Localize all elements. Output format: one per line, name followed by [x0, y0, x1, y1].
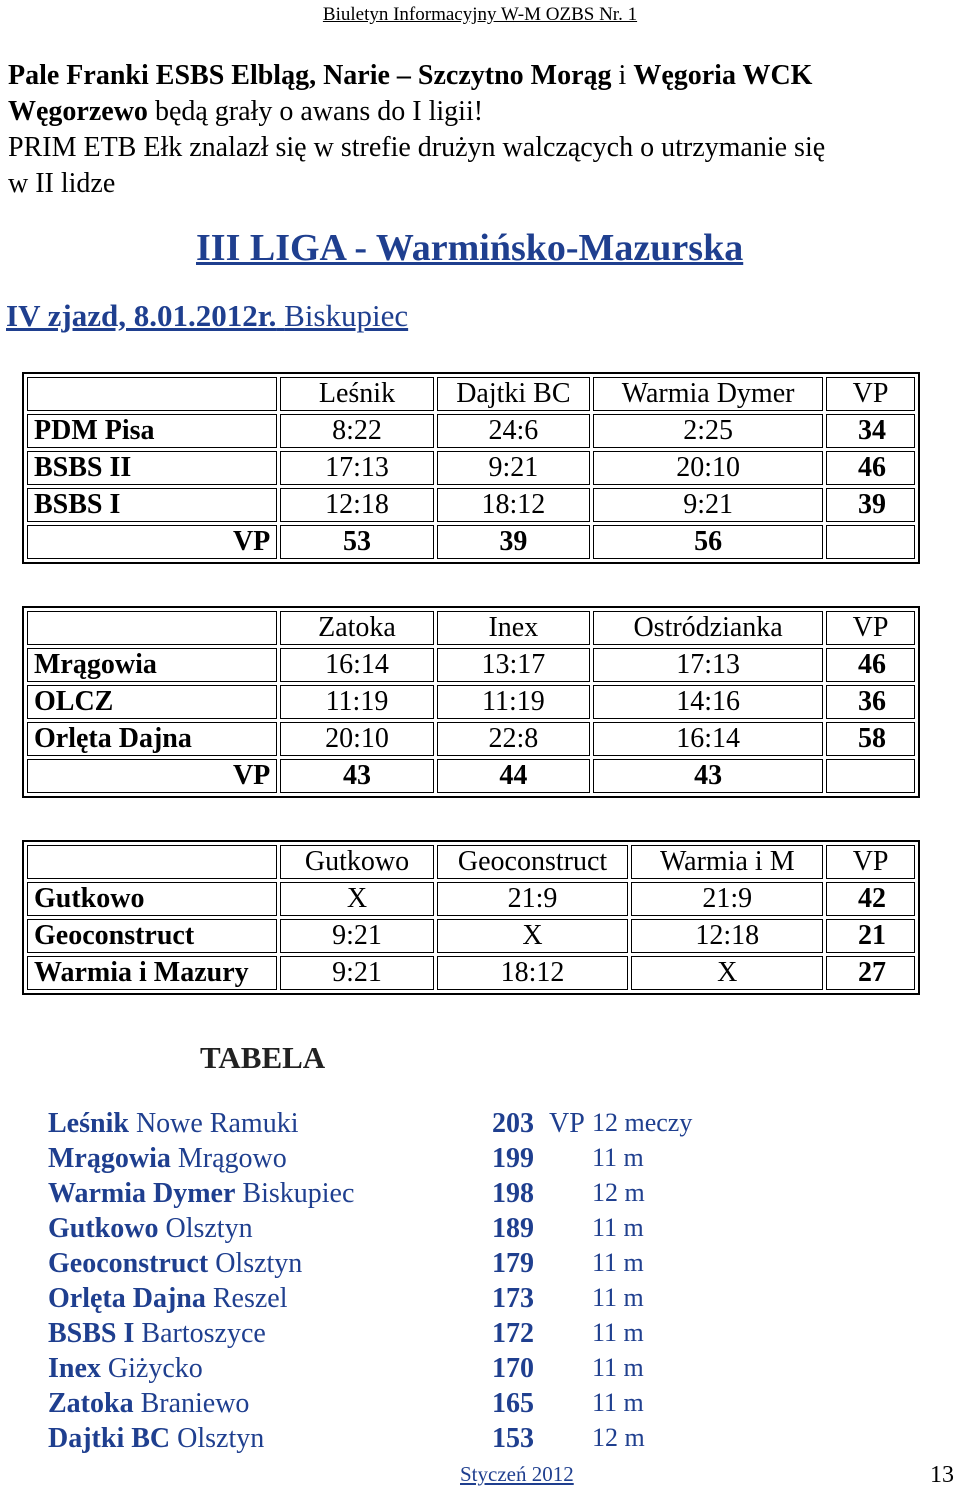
result-cell: 16:14 [593, 722, 823, 756]
result-cell: 21:9 [631, 882, 823, 916]
standing-vp-label: VP [549, 1108, 585, 1139]
result-cell: 16:14 [280, 648, 433, 682]
standing-team-name: Orlęta Dajna [48, 1283, 206, 1314]
table-row [27, 956, 915, 990]
table-row [27, 414, 915, 448]
standing-points: 203 [492, 1108, 534, 1139]
table-row [27, 919, 915, 953]
standing-games: 11 m [592, 1248, 644, 1277]
team-name: BSBS II [27, 451, 277, 485]
result-cell: 9:21 [280, 956, 433, 990]
standing-games: 12 m [592, 1178, 645, 1207]
session-label: IV zjazd, 8.01.2012r. [6, 298, 277, 333]
standing-team-name: Gutkowo [48, 1213, 159, 1244]
table-row [27, 488, 915, 522]
standing-points: 165 [492, 1388, 534, 1419]
result-cell: 17:13 [280, 451, 433, 485]
vp-cell: 39 [826, 488, 915, 522]
standing-games: 11 m [592, 1318, 644, 1347]
standing-team [48, 1318, 266, 1350]
intro-line3: PRIM ETB Ełk znalazł się w strefie drużyn walczących o utrzymanie się [8, 132, 826, 163]
session-info [6, 298, 408, 334]
standing-team-name: Leśnik [48, 1108, 129, 1139]
standing-points: 199 [492, 1143, 534, 1174]
result-cell: 24:6 [437, 414, 590, 448]
intro-line2-bold: Węgorzewo [8, 96, 148, 127]
standing-city: Biskupiec [242, 1178, 355, 1209]
total-cell: 53 [280, 525, 433, 559]
total-cell: 43 [593, 759, 823, 793]
standing-city: Olsztyn [215, 1248, 303, 1279]
standing-games: 11 m [592, 1388, 644, 1417]
table-row [27, 722, 915, 756]
result-cell: 12:18 [280, 488, 433, 522]
team-name: Orlęta Dajna [27, 722, 277, 756]
column-header: Zatoka [280, 611, 433, 645]
standing-team [48, 1388, 249, 1420]
standing-points: 172 [492, 1318, 534, 1349]
column-header-vp: VP [826, 377, 915, 411]
standing-games: 11 m [592, 1353, 644, 1382]
standing-points: 170 [492, 1353, 534, 1384]
standing-team-name: Dajtki BC [48, 1423, 171, 1454]
totals-blank-cell [826, 759, 915, 793]
group-table-3 [22, 840, 920, 995]
column-header: Inex [437, 611, 590, 645]
result-cell: 9:21 [593, 488, 823, 522]
standing-city: Braniewo [140, 1388, 250, 1419]
standing-team-name: Zatoka [48, 1388, 134, 1419]
team-name: BSBS I [27, 488, 277, 522]
result-cell: X [280, 882, 433, 916]
result-cell: 17:13 [593, 648, 823, 682]
column-header: Dajtki BC [437, 377, 590, 411]
standing-city: Giżycko [107, 1353, 203, 1384]
result-cell: 11:19 [280, 685, 433, 719]
total-cell: 44 [437, 759, 590, 793]
standing-team [48, 1423, 264, 1455]
standing-team [48, 1248, 302, 1280]
vp-cell: 36 [826, 685, 915, 719]
standing-points: 179 [492, 1248, 534, 1279]
standing-city: Olsztyn [177, 1423, 265, 1454]
vp-cell: 42 [826, 882, 915, 916]
totals-label: VP [27, 525, 277, 559]
result-cell: X [437, 919, 629, 953]
total-cell: 56 [593, 525, 823, 559]
standing-team [48, 1213, 253, 1245]
team-name: Warmia i Mazury [27, 956, 277, 990]
intro-line1-bold: Pale Franki ESBS Elbląg, Narie – Szczytno Morąg [8, 60, 612, 91]
standing-team [48, 1283, 288, 1315]
page-number: 13 [930, 1462, 954, 1488]
table-row [27, 685, 915, 719]
result-cell: 12:18 [631, 919, 823, 953]
column-header: Ostródzianka [593, 611, 823, 645]
result-cell: 9:21 [437, 451, 590, 485]
result-cell: 14:16 [593, 685, 823, 719]
standing-team [48, 1108, 298, 1140]
total-cell: 39 [437, 525, 590, 559]
standing-team-name: Warmia Dymer [48, 1178, 236, 1209]
standing-points: 173 [492, 1283, 534, 1314]
bulletin-header: Biuletyn Informacyjny W-M OZBS Nr. 1 [322, 4, 638, 25]
totals-blank-cell [826, 525, 915, 559]
league-title: III LIGA - Warmińsko-Mazurska [196, 227, 744, 269]
vp-cell: 27 [826, 956, 915, 990]
standing-points: 153 [492, 1423, 534, 1454]
team-name: OLCZ [27, 685, 277, 719]
result-cell: 22:8 [437, 722, 590, 756]
vp-cell: 46 [826, 451, 915, 485]
vp-cell: 46 [826, 648, 915, 682]
standings-title: TABELA [200, 1040, 326, 1075]
result-cell: X [631, 956, 823, 990]
result-cell: 8:22 [280, 414, 433, 448]
standing-games: 11 m [592, 1283, 644, 1312]
column-header: Geoconstruct [437, 845, 629, 879]
intro-line2-rest: będą grały o awans do I ligii! [147, 96, 484, 127]
table-row [27, 882, 915, 916]
result-cell: 13:17 [437, 648, 590, 682]
intro-text [8, 58, 948, 202]
table-header-row [27, 845, 915, 879]
team-name: Geoconstruct [27, 919, 277, 953]
result-cell: 20:10 [593, 451, 823, 485]
vp-cell: 21 [826, 919, 915, 953]
intro-line1-rest: i [611, 60, 634, 91]
totals-label: VP [27, 759, 277, 793]
column-header: Warmia i M [631, 845, 823, 879]
result-cell: 21:9 [437, 882, 629, 916]
table-header-row [27, 377, 915, 411]
result-cell: 11:19 [437, 685, 590, 719]
standing-team [48, 1143, 287, 1175]
standing-points: 198 [492, 1178, 534, 1209]
vp-cell: 58 [826, 722, 915, 756]
standing-games: 12 m [592, 1423, 645, 1452]
group-table-1 [22, 372, 920, 564]
group-table-2 [22, 606, 920, 798]
table-row [27, 451, 915, 485]
footer-date: Styczeń 2012 [460, 1462, 574, 1486]
table-header-row [27, 611, 915, 645]
totals-row [27, 525, 915, 559]
standing-team-name: Mrągowia [48, 1143, 171, 1174]
result-cell: 18:12 [437, 488, 590, 522]
team-name: Gutkowo [27, 882, 277, 916]
standing-city: Mrągowo [177, 1143, 287, 1174]
column-header: Gutkowo [280, 845, 433, 879]
standing-city: Bartoszyce [141, 1318, 266, 1349]
session-location: Biskupiec [284, 298, 409, 333]
team-name: Mrągowia [27, 648, 277, 682]
standing-points: 189 [492, 1213, 534, 1244]
header-blank-cell [27, 845, 277, 879]
standing-team-name: Geoconstruct [48, 1248, 209, 1279]
standing-games: 12 meczy [592, 1108, 693, 1137]
column-header: Warmia Dymer [593, 377, 823, 411]
column-header: Leśnik [280, 377, 433, 411]
team-name: PDM Pisa [27, 414, 277, 448]
standing-team-name: Inex [48, 1353, 101, 1384]
totals-row [27, 759, 915, 793]
column-header-vp: VP [826, 611, 915, 645]
column-header-vp: VP [826, 845, 915, 879]
standing-team-name: BSBS I [48, 1318, 135, 1349]
standing-city: Olsztyn [165, 1213, 253, 1244]
standing-games: 11 m [592, 1213, 644, 1242]
total-cell: 43 [280, 759, 433, 793]
standing-team [48, 1178, 354, 1210]
header-blank-cell [27, 611, 277, 645]
standing-games: 11 m [592, 1143, 644, 1172]
vp-cell: 34 [826, 414, 915, 448]
intro-line1-bold2: Węgoria WCK [633, 60, 813, 91]
standing-city: Nowe Ramuki [135, 1108, 299, 1139]
result-cell: 20:10 [280, 722, 433, 756]
standing-city: Reszel [212, 1283, 288, 1314]
intro-line4: w II lidze [8, 168, 116, 199]
standing-team [48, 1353, 203, 1385]
result-cell: 18:12 [437, 956, 629, 990]
result-cell: 9:21 [280, 919, 433, 953]
result-cell: 2:25 [593, 414, 823, 448]
table-row [27, 648, 915, 682]
header-blank-cell [27, 377, 277, 411]
